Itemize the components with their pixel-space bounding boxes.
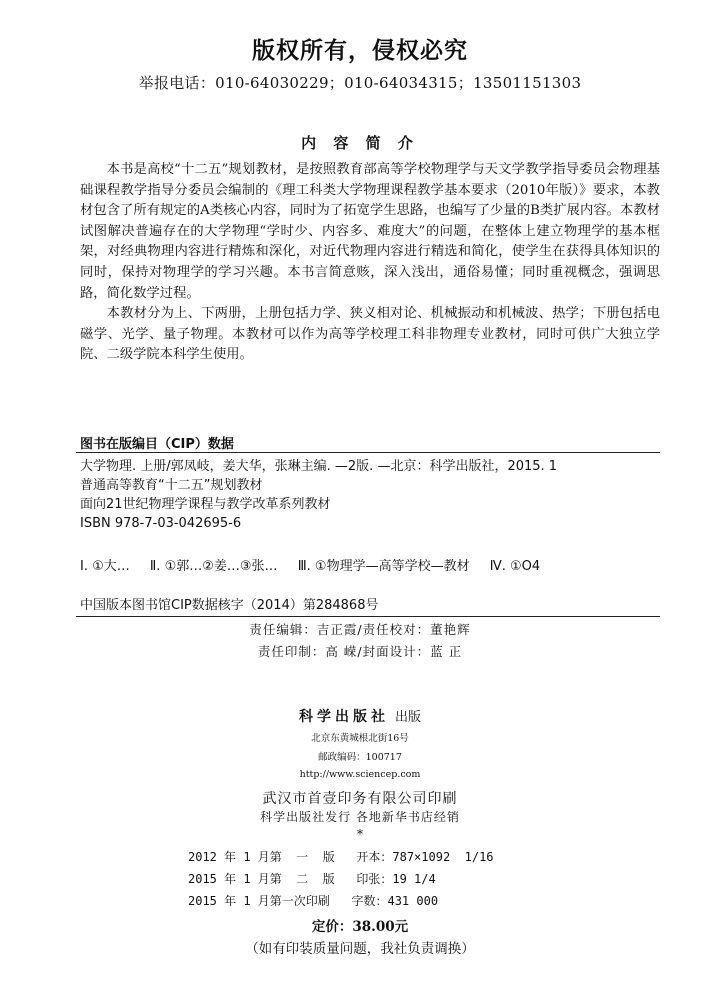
cip-line-isbn: ISBN 978-7-03-042695-6: [80, 516, 242, 531]
summary-heading: 内 容 简 介: [301, 134, 419, 152]
publish-label: 出版: [394, 710, 421, 725]
editor-credits: 责任编辑：吉正霞/责任校对：董艳辉: [249, 622, 471, 637]
publisher-line: [0, 706, 720, 726]
copyright-notice: 版权所有，侵权必究: [252, 37, 468, 64]
distribution-line: 科学出版社发行 各地新华书店经销: [260, 810, 460, 824]
publisher-name: 科学出版社: [298, 709, 389, 725]
class-item: Ⅲ. ①物理学—高等学校—教材: [297, 559, 470, 574]
summary-paragraph: 本教材分为上、下两册，上册包括力学、狭义相对论、机械振动和机械波、热学；下册包括电磁学、光学、量子物理。本教材可以作为高等学校理工科非物理专业教材，同时可供广大独立学院、二级学院本科学生使用。: [80, 306, 660, 363]
report-hotline: 举报电话：010-64030229；010-64034315；13501151303: [138, 74, 582, 92]
cip-classification: [80, 555, 660, 574]
price: 定价：38.00元: [311, 919, 409, 935]
cip-record-number: 中国版本图书馆CIP数据核字（2014）第284868号: [80, 598, 379, 613]
printing-credits: 责任印制：高 嵘/封面设计：蓝 正: [257, 644, 463, 659]
publisher-website: http://www.sciencep.com: [299, 769, 421, 780]
publisher-address: 北京东黄城根北街16号: [311, 733, 409, 744]
cip-line-title: 大学物理. 上册/郭凤岐，姜大华，张琳主编. —2版. —北京：科学出版社，2015. 1: [80, 459, 558, 474]
postal-code: 邮政编码：100717: [318, 752, 402, 763]
cip-record-block: [80, 457, 664, 533]
edition-line-1: 2012 年 1 月第 一 版 开本：787×1092 1/16: [188, 850, 494, 864]
summary-body: [80, 160, 660, 366]
cip-header: 图书在版编目（CIP）数据: [80, 437, 234, 452]
class-item: Ⅰ. ①大…: [80, 559, 130, 574]
quality-guarantee: （如有印装质量问题，我社负责调换）: [245, 941, 475, 957]
separator-star: *: [357, 827, 363, 841]
cip-bottom-rule: [76, 616, 660, 617]
edition-line-2: 2015 年 1 月第 二 版 印张：19 1/4: [188, 872, 436, 886]
cip-top-rule: [76, 452, 660, 453]
summary-paragraph: 本书是高校“十二五”规划教材，是按照教育部高等学校物理学与天文学教学指导委员会物理基础课程教学指导分委员会编制的《理工科类大学物理课程教学基本要求（2010年版）》要求，本教材包含了所有规定的A类核心内容，同时为了拓宽学生思路，也编写了少量的B类扩展内容。本教材试图解决普遍存在的大学物理“学时少、内容多、难度大”的问题，在整体上建立物理学的基本框架，对经典物理内容进行精炼和深化，对近代物理内容进行精选和简化，使学生在获得具体知识的同时，保持对物理学的学习兴趣。本书言简意赅，深入浅出，通俗易懂；同时重视概念，强调思路，简化数学过程。: [80, 162, 660, 301]
cip-line-series: 普通高等教育“十二五”规划教材: [80, 478, 263, 493]
edition-line-3: 2015 年 1 月第一次印刷 字数：431 000: [188, 894, 439, 908]
class-item: Ⅱ. ①郭…②姜…③张…: [149, 559, 278, 574]
class-item: Ⅳ. ①O4: [489, 559, 541, 574]
cip-line-series: 面向21世纪物理学课程与教学改革系列教材: [80, 497, 331, 512]
printer-line: 武汉市首壹印务有限公司印刷: [262, 791, 458, 807]
